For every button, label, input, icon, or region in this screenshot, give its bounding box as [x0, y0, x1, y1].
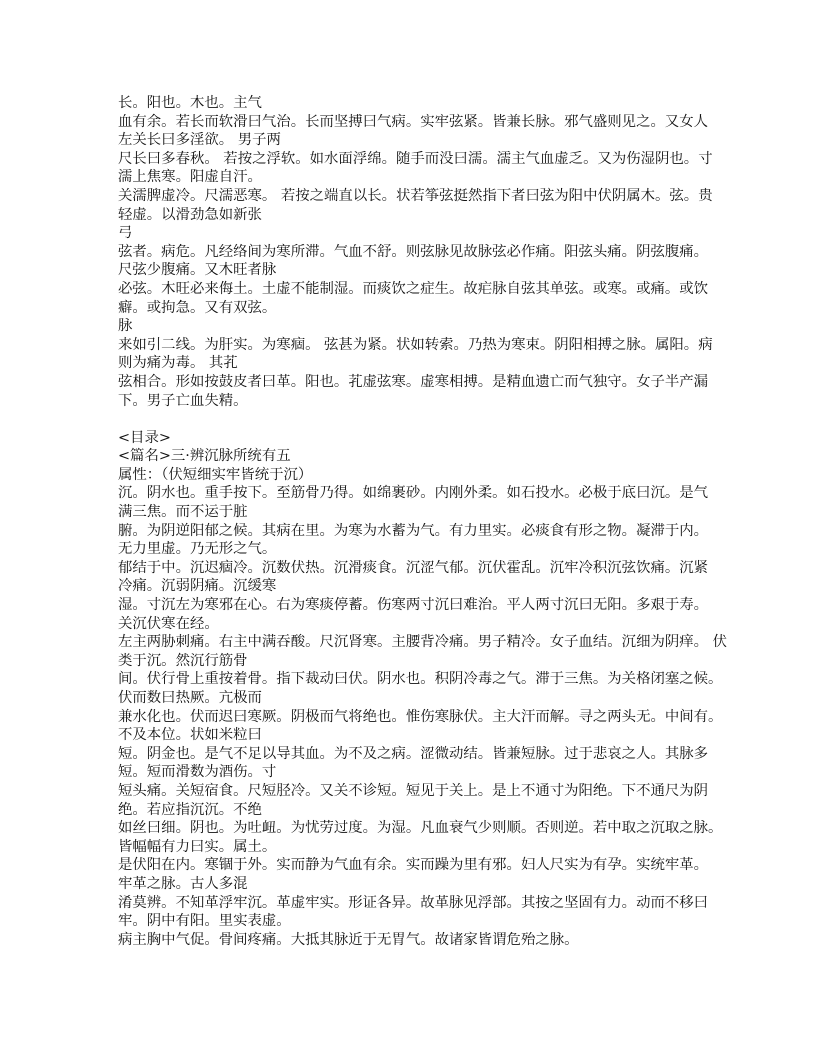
text-line: 郁结于中。沉迟痼冷。沉数伏热。沉滑痰食。沉涩气郁。沉伏霍乱。沉牢冷积沉弦饮痛。沉紧 — [118, 559, 709, 576]
text-line: 短。短而滑数为酒伤。寸 — [118, 764, 277, 781]
text-line: 短。阴金也。是气不足以导其血。为不及之病。涩微动结。皆兼短脉。过于悲哀之人。其脉多 — [118, 745, 709, 762]
text-line: 长。阳也。木也。主气 — [118, 95, 262, 111]
text-line: 左主两胁刺痛。右主中满吞酸。尺沉肾寒。主腰背冷痛。男子精冷。女子血结。沉细为阴痒。 伏 — [118, 634, 727, 651]
text-line: 牢革之脉。古人多混 — [118, 875, 248, 892]
text-line: 是伏阳在内。寒锢于外。实而静为气血有余。实而躁为里有邪。妇人尺实为有孕。实统牢革。 — [118, 857, 709, 874]
text-line: 湿。寸沉左为寒邪在心。右为寒痰停蓄。伤寒两寸沉曰难治。平人两寸沉曰无阳。多艰于寿。 — [118, 597, 709, 614]
text-line: 伏而数曰热厥。亢极而 — [118, 690, 262, 706]
paragraph-gap — [118, 410, 703, 429]
text-line: 腑。为阴逆阳郁之候。其病在里。为寒为水蓄为气。有力里实。必痰食有形之物。凝滞于内。 — [118, 522, 709, 539]
text-line: 满三焦。而不运于脏 — [118, 504, 248, 521]
text-line: 则为痛为毒。 其芤 — [118, 355, 238, 372]
text-line: 来如引二线。为肝实。为寒痼。 弦甚为紧。状如转索。乃热为寒束。阴阳相搏之脉。属阳。病 — [118, 336, 713, 353]
text-line: 短头痛。关短宿食。尺短胫冷。又关不诊短。短见于关上。是上不通寸为阳绝。下不通尺为阴 — [118, 782, 709, 799]
text-line: 轻虚。以滑劲急如新张 — [118, 206, 262, 223]
text-line: 类于沉。然沉行筋骨 — [118, 652, 248, 669]
text-line: 冷痛。沉弱阴痛。沉缓寒 — [118, 578, 277, 595]
text-line: 兼水化也。伏而迟曰寒厥。阴极而气将绝也。惟伤寒脉伏。主大汗而解。寻之两头无。中间有。 — [118, 708, 723, 725]
text-line: 皆幅幅有力曰实。属土。 — [118, 838, 277, 855]
text-line: 尺长曰多春秋。 若按之浮软。如水面浮绵。随手而没曰濡。濡主气血虚乏。又为伤湿阴也。寸 — [118, 150, 713, 167]
text-line: 癖。或拘急。又有双弦。 — [118, 299, 277, 316]
document-page — [118, 94, 727, 949]
text-line: 弦相合。形如按鼓皮者曰革。阳也。芤虚弦寒。虚寒相搏。是精血遗亡而气独守。女子半产漏 — [118, 373, 709, 390]
text-line: 沉。阴水也。重手按下。至筋骨乃得。如绵裹砂。内刚外柔。如石投水。必极于底曰沉。是气 — [118, 485, 709, 502]
text-line: 濡上焦寒。阳虚自汗。 — [118, 169, 262, 186]
text-line: 弓 — [118, 225, 133, 242]
text-line: 牢。阴中有阳。里实表虚。 — [118, 913, 291, 930]
text-line: 淆莫辨。不知革浮牢沉。革虚牢实。形证各异。故革脉见浮部。其按之坚固有力。动而不移曰 — [118, 894, 709, 911]
text-line: 弦者。病危。凡经络间为寒所滞。气血不舒。则弦脉见故脉弦必作痛。阳弦头痛。阴弦腹痛。 — [118, 243, 709, 260]
toc-label: <目录> — [118, 429, 171, 446]
section-string-pulse-continuation — [118, 94, 713, 410]
text-line: 关濡脾虚冷。尺濡恶寒。 若按之端直以长。状若筝弦挺然指下者曰弦为阳中伏阴属木。弦。贵 — [118, 187, 713, 204]
text-line: 尺弦少腹痛。又木旺者脉 — [118, 262, 277, 279]
text-line: 不及本位。状如米粒曰 — [118, 727, 262, 744]
chapter-title: <篇名>三·辨沉脉所统有五 — [118, 448, 291, 465]
attribute-line: 属性：（伏短细实牢皆统于沉） — [118, 466, 313, 483]
text-line: 绝。若应指沉沉。不绝 — [118, 801, 262, 818]
text-line: 间。伏行骨上重按着骨。指下裁动曰伏。阴水也。积阴冷毒之气。滞于三焦。为关格闭塞之候。 — [118, 671, 723, 688]
section-sinking-pulse — [118, 429, 727, 950]
text-line: 脉 — [118, 318, 133, 335]
text-line: 必弦。木旺必来侮土。土虚不能制湿。而痰饮之症生。故疟脉自弦其单弦。或寒。或痛。或饮 — [118, 280, 709, 297]
text-line: 关沉伏寒在经。 — [118, 615, 219, 632]
text-line: 无力里虚。乃无形之气。 — [118, 541, 277, 558]
text-line: 病主胸中气促。骨间疼痛。大抵其脉近于无胃气。故诸家皆谓危殆之脉。 — [118, 931, 579, 948]
text-line: 如丝曰细。阴也。为吐衄。为忧劳过度。为湿。凡血衰气少则顺。否则逆。若中取之沉取之脉。 — [118, 820, 723, 837]
text-line: 血有余。若长而软滑曰气治。长而坚搏曰气病。实牢弦紧。皆兼长脉。邪气盛则见之。又女人 — [118, 113, 709, 130]
text-line: 左关长曰多淫欲。 男子两 — [118, 132, 281, 149]
text-line: 下。男子亡血失精。 — [118, 392, 248, 409]
